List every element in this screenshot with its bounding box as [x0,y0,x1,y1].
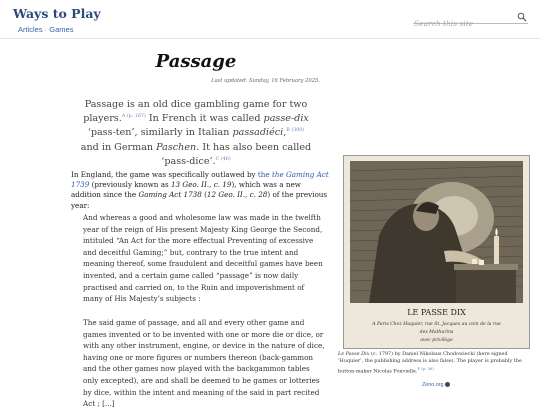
page-title: Passage [155,51,237,72]
caption-title: Le Passe Dix [338,351,370,357]
lead-text: ‘pass-ten’, similarly in Italian [87,127,233,139]
citation: 12 Geo. II., c. 28 [206,190,268,200]
site-title[interactable]: Ways to Play [13,6,101,21]
lead-paragraph [80,98,312,169]
lead-term: passe-dix [263,113,309,125]
lead-term: passadiéci [232,127,284,139]
gaming-act-1739-link[interactable]: the the Gaming Act 1739 [71,170,329,190]
lead-text: , [283,127,287,139]
lead-text: and in German [80,141,157,153]
lead-text: In French it was called [145,113,264,125]
print-title: LE PASSE DIX [407,308,466,317]
act-name: Gaming Act 1738 [138,190,202,200]
print-imprint: avec privilège [420,338,453,343]
nav-games[interactable]: Games [49,25,74,34]
search-box [413,11,528,24]
body-text: ), which was a new addition since the [71,180,301,200]
print-imprint: des Mathurins [419,330,454,335]
body-text: (previously known as [89,180,171,190]
main-nav [18,25,73,34]
cc-icon [445,382,450,387]
lead-term: Paschen [156,141,197,153]
link-italic: the Gaming Act 1739 [71,170,329,190]
engraving-image[interactable] [343,155,530,349]
body-text: In England, the game was specifically outlawed by [71,170,258,179]
body-text: ) of the previous year: [71,190,328,210]
footnote-ref[interactable]: B (300) [286,128,305,134]
lead-text: . It has also been called ‘pass-dice’. [161,141,312,167]
footnote-ref[interactable]: P (p. 36) [417,366,434,371]
quote-block-2: The said game of passage, and all and every other game and games invented or to be invented with one or more die or dice, or with any other instrument, engine, or device in the nature of dice, having one or more figures or numbers thereon (back-gammon and the other games now played with the backgammon tables only excepted), are and shall be deemed to be games or lotteries by dice, within the intent and meaning of the said in part recited Act ; [...] [83,318,325,409]
engraving-illustration [344,156,529,348]
quote-block-1: And whereas a good and wholesome law was made in the twelfth year of the reign of His present Majesty King George the Second, intituled “An Act for the more effectual Preventing of excessive and deceitful Gaming;” but, contrary to the true intent and meaning thereof, some fraudulent and deceitful games have been invented, and a certain game called “passage” is now daily practised and carried on, to the Ruin and impoverishment of many of His Majesty’s subjects : [83,213,323,304]
figure-caption [338,351,534,376]
source-link[interactable]: Zeno.org [421,382,444,388]
last-updated: Last updated: Sunday, 16 February 2025. [211,78,320,84]
body-paragraph [71,170,333,211]
search-input[interactable] [413,18,514,29]
footnote-ref[interactable]: C (46) [215,156,231,162]
lead-text: Passage is an old dice gambling game for two players. [83,99,308,125]
image-source[interactable] [338,382,534,388]
footnote-ref[interactable]: A (p. 167) [121,114,146,120]
caption-text: (c. 1797) by Daniel Nikolaus Chodowiecki (here signed ‘Huquier’, the publishing address is also false). The player is probably the button-maker Nicolas Fonvielle. [338,351,522,375]
search-icon[interactable] [517,12,527,22]
nav-separator: · [42,25,50,34]
citation: 13 Geo. II., c. 19 [170,180,232,190]
print-imprint: A Paris Chez Huquier, rue St. Jacques au coin de la rue [372,322,501,327]
body-text: ( [201,190,207,200]
site-header [0,0,540,39]
nav-articles[interactable]: Articles [18,25,43,34]
